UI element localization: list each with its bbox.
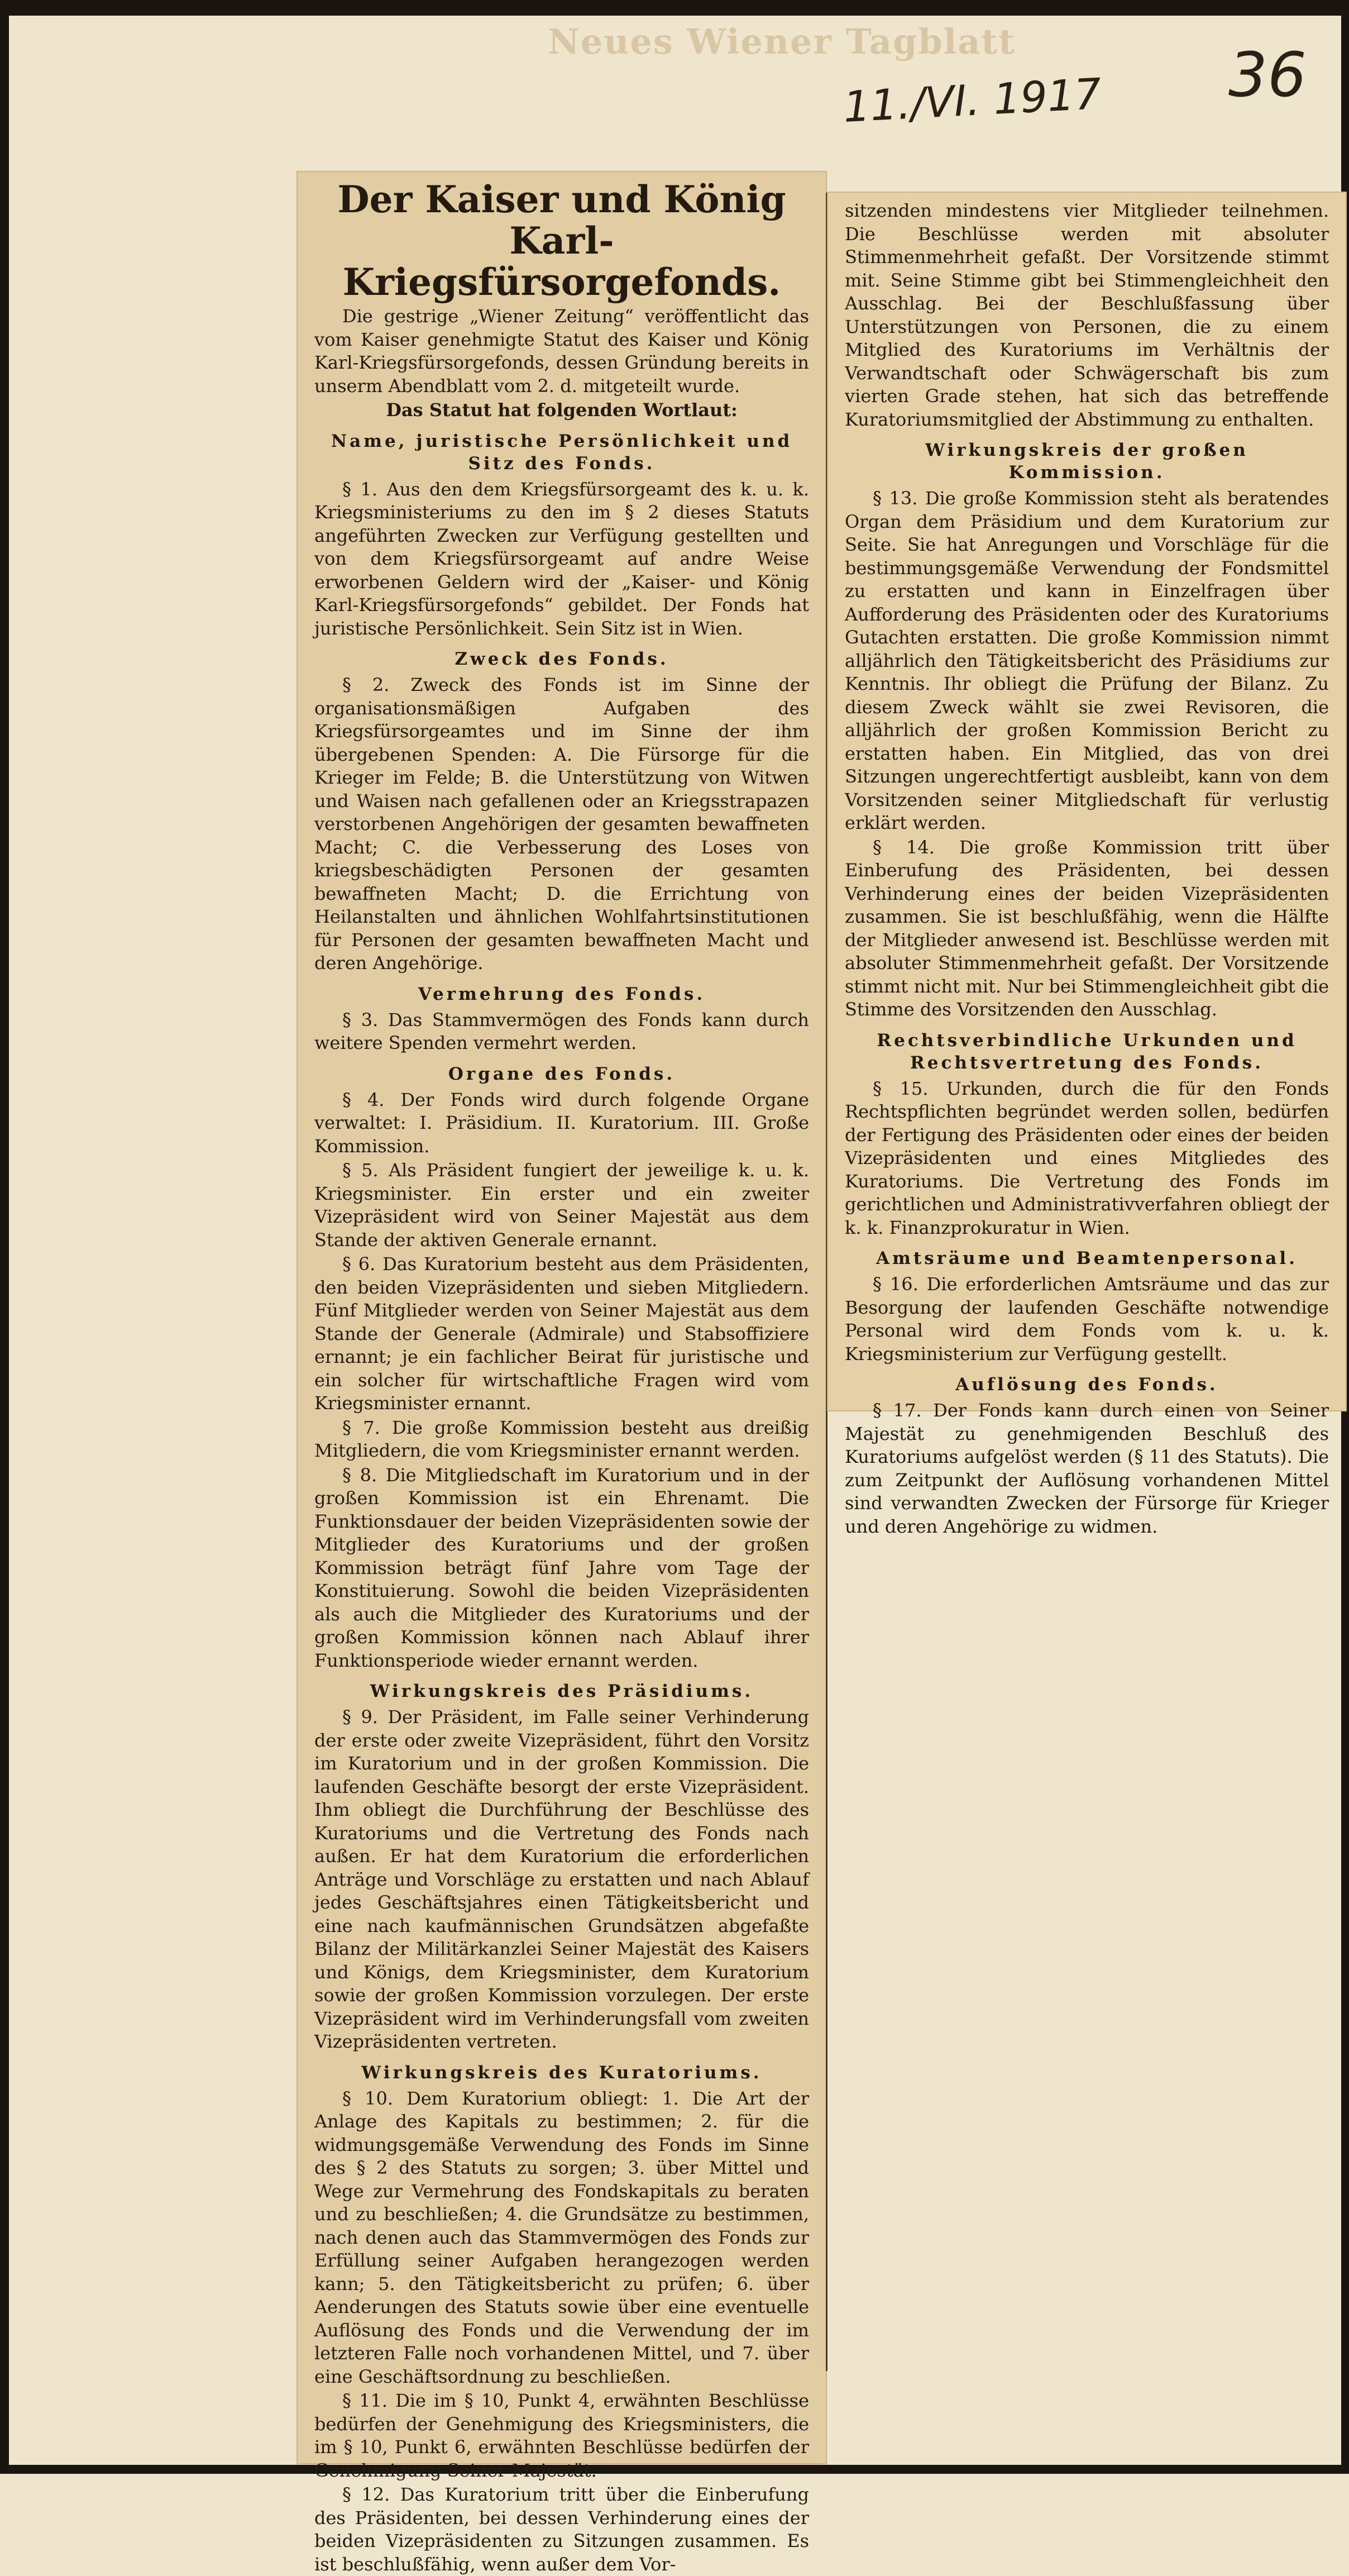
paragraph: § 12. Das Kuratorium tritt über die Einberufung des Präsidenten, bei dessen Verhinderung eines der beiden Vizepräsidenten zu Sitzungen zusammen. Es ist beschlußfähig, wenn außer dem Vor-: [314, 2484, 809, 2575]
handwritten-page-number: 36: [1228, 39, 1307, 111]
section-title: Auflösung des Fonds.: [955, 1375, 1218, 1395]
clipping-left-column: [298, 172, 826, 2575]
paragraph: § 9. Der Präsident, im Falle seiner Verhinderung der erste oder zweite Vizepräsident, führt den Vorsitz im Kuratorium und in der großen Kommission. Die laufenden Geschäfte besorgt der erste Vizepräsident. Ihm obliegt die Durchführung der Beschlüsse des Kuratoriums und die Vertretung des Fonds nach außen. Er hat dem Kuratorium die erforderlichen Anträge und Vorschläge zu erstatten und nach Ablauf jedes Geschäftsjahres einen Tätigkeitsbericht und eine nach kaufmännischen Grundsätzen abgefaßte Bilanz der Militärkanzlei Seiner Majestät des Kaisers und Königs, dem Kriegsminister, dem Kuratorium sowie der großen Kommission vorzulegen. Der erste Vizepräsident wird im Verhinderungsfall vom zweiten Vizepräsidenten vertreten.: [314, 1706, 809, 2052]
paragraph: § 1. Aus den dem Kriegsfürsorgeamt des k. u. k. Kriegsministeriums zu den im § 2 dieses Statuts angeführten Zwecken zur Verfügung gestellten und von dem Kriegsfürsorgeamt auf andre Weise erworbenen Geldern wird der „Kaiser- und König Karl-Kriegsfürsorgefonds“ gebildet. Der Fonds hat juristische Persönlichkeit. Sein Sitz ist in Wien.: [314, 478, 809, 639]
paragraph: § 17. Der Fonds kann durch einen von Seiner Majestät zu genehmigenden Beschluß des Kuratoriums aufgelöst werden (§ 11 des Statuts). Die zum Zeitpunkt der Auflösung vorhandenen Mittel sind verwandten Zwecken der Fürsorge für Krieger und deren Angehörige zu widmen.: [845, 1400, 1329, 1537]
section-title: Organe des Fonds.: [448, 1063, 676, 1084]
scan-border-left: [0, 0, 9, 2474]
paragraph: § 8. Die Mitgliedschaft im Kuratorium und in der großen Kommission ist ein Ehrenamt. Die Funktionsdauer der beiden Vizepräsidenten sowie der Mitglieder des Kuratoriums und der großen Kommission beträgt fünf Jahre vom Tage der Konstituierung. Sowohl die beiden Vizepräsidenten als auch die Mitglieder des Kuratoriums und der großen Kommission können nach Ablauf ihrer Funktionsperiode wieder ernannt werden.: [314, 1464, 809, 1671]
handwritten-date: 11./VI. 1917: [841, 68, 1103, 132]
paragraph: § 14. Die große Kommission tritt über Einberufung des Präsidenten, bei dessen Verhinderung eines der beiden Vizepräsidenten zusammen. Sie ist beschlußfähig, wenn die Hälfte der Mitglieder anwesend ist. Beschlüsse werden mit absoluter Stimmenmehrheit gefaßt. Der Vorsitzende stimmt nicht mit. Nur bei Stimmengleichheit gibt die Stimme des Vorsitzenden den Ausschlag.: [845, 836, 1329, 1020]
section-title: Vermehrung des Fonds.: [418, 984, 706, 1004]
scan-border-top: [0, 0, 1349, 16]
clipping-right-column: [828, 193, 1346, 1537]
section-title: Zweck des Fonds.: [455, 649, 669, 669]
section-title: Wirkungskreis des Präsidiums.: [370, 1681, 754, 1701]
article-intro: Die gestrige „Wiener Zeitung“ veröffentlicht das vom Kaiser genehmigte Statut des Kaiser und König Karl-Kriegsfürsorgefonds, dessen Gründung bereits in unserm Abendblatt vom 2. d. mitgeteilt wurde.: [314, 306, 809, 397]
paragraph: § 13. Die große Kommission steht als beratendes Organ dem Präsidium und dem Kuratorium zur Seite. Sie hat Anregungen und Vorschläge für die bestimmungsgemäße Verwendung der Fondsmittel zu erstatten und kann in Einzelfragen über Aufforderung des Präsidenten oder des Kuratoriums Gutachten erstatten. Die große Kommission nimmt alljährlich den Tätigkeitsbericht des Präsidiums zur Kenntnis. Ihr obliegt die Prüfung der Bilanz. Zu diesem Zweck wählt sie zwei Revisoren, die alljährlich der großen Kommission Bericht zu erstatten haben. Ein Mitglied, das von drei Sitzungen ungerechtfertigt ausbleibt, kann von dem Vorsitzenden seiner Mitgliedschaft für verlustig erklärt werden.: [845, 488, 1329, 833]
paragraph: § 15. Urkunden, durch die für den Fonds Rechtspflichten begründet werden sollen, bedürfen der Fertigung des Präsidenten oder eines der beiden Vizepräsidenten und eines Mitgliedes des Kuratoriums. Die Vertretung des Fonds im gerichtlichen und Administrativverfahren obliegt der k. k. Finanzprokuratur in Wien.: [845, 1077, 1329, 1238]
section-title: Wirkungskreis des Kuratoriums.: [361, 2062, 762, 2083]
section-title: Name, juristische Persönlichkeit und Sitz des Fonds.: [331, 431, 793, 474]
statut-intro: Das Statut hat folgenden Wortlaut:: [386, 399, 738, 421]
paragraph: § 3. Das Stammvermögen des Fonds kann durch weitere Spenden vermehrt werden.: [314, 1009, 809, 1053]
paragraph: § 7. Die große Kommission besteht aus dreißig Mitgliedern, die vom Kriegsminister ernannt werden.: [314, 1416, 809, 1461]
paragraph: § 6. Das Kuratorium besteht aus dem Präsidenten, den beiden Vizepräsidenten und sieben Mitgliedern. Fünf Mitglieder werden von Seiner Majestät aus dem Stande der Generale (Admirale) und Stabsoffiziere ernannt; je ein fachlicher Beirat für juristische und ein solcher für wirtschaftliche Fragen wird vom Kriegsminister ernannt.: [314, 1253, 809, 1414]
newspaper-masthead: Neues Wiener Tagblatt: [548, 21, 1016, 62]
section-title: Amtsräume und Beamtenpersonal.: [876, 1248, 1298, 1268]
paragraph: § 5. Als Präsident fungiert der jeweilige k. u. k. Kriegsminister. Ein erster und ein zweiter Vizepräsident wird von Seiner Majestät aus dem Stande der aktiven Generale ernannt.: [314, 1160, 809, 1251]
paragraph: sitzenden mindestens vier Mitglieder teilnehmen. Die Beschlüsse werden mit absoluter Stimmenmehrheit gefaßt. Der Vorsitzende stimmt mit. Seine Stimme gibt bei Stimmengleichheit den Ausschlag. Bei der Beschlußfassung über Unterstützungen von Personen, die zu einem Mitglied des Kuratoriums im Verhältnis der Verwandtschaft oder Schwägerschaft bis zum vierten Grade stehen, hat sich das betreffende Kuratoriumsmitglied der Abstimmung zu enthalten.: [845, 200, 1329, 430]
paragraph: § 2. Zweck des Fonds ist im Sinne der organisationsmäßigen Aufgaben des Kriegsfürsorgeamtes und im Sinne der ihm übergebenen Spenden: A. Die Fürsorge für die Krieger im Felde; B. die Unterstützung von Witwen und Waisen nach gefallenen oder an Kriegsstrapazen verstorbenen Angehörigen der gesamten bewaffneten Macht; C. die Verbesserung des Loses von kriegsbeschädigten Personen der gesamten bewaffneten Macht; D. die Errichtung von Heilanstalten und ähnlichen Wohlfahrtsinstitutionen für Personen der gesamten bewaffneten Macht und deren Angehörige.: [314, 674, 809, 974]
section-title: Wirkungskreis der großen Kommission.: [925, 440, 1248, 483]
paragraph: § 16. Die erforderlichen Amtsräume und das zur Besorgung der laufenden Geschäfte notwendige Personal wird dem Fonds vom k. u. k. Kriegsministerium zur Verfügung gestellt.: [845, 1273, 1329, 1365]
paragraph: § 10. Dem Kuratorium obliegt: 1. Die Art der Anlage des Kapitals zu bestimmen; 2. für die widmungsgemäße Verwendung des Fonds im Sinne des § 2 des Statuts zu sorgen; 3. über Mittel und Wege zur Vermehrung des Fondskapitals zu beraten und zu beschließen; 4. die Grundsätze zu bestimmen, nach denen auch das Stammvermögen des Fonds zur Erfüllung seiner Aufgaben herangezogen werden kann; 5. den Tätigkeitsbericht zu prüfen; 6. über Aenderungen des Statuts sowie über eine eventuelle Auflösung des Fonds und die Verwendung der im letzteren Falle noch vorhandenen Mittel, und 7. über eine Geschäftsordnung zu beschließen.: [314, 2087, 809, 2387]
paragraph: § 4. Der Fonds wird durch folgende Organe verwaltet: I. Präsidium. II. Kuratorium. III. Große Kommission.: [314, 1089, 809, 1157]
column-divider: [826, 193, 827, 2371]
section-title: Rechtsverbindliche Urkunden und Rechtsvertretung des Fonds.: [877, 1030, 1297, 1073]
article-headline: Der Kaiser und König Karl-Kriegsfürsorgefonds.: [337, 178, 786, 304]
paragraph: § 11. Die im § 10, Punkt 4, erwähnten Beschlüsse bedürfen der Genehmigung des Kriegsministers, die im § 10, Punkt 6, erwähnten Beschlüsse bedürfen der Genehmigung Seiner Majestät.: [314, 2390, 809, 2481]
